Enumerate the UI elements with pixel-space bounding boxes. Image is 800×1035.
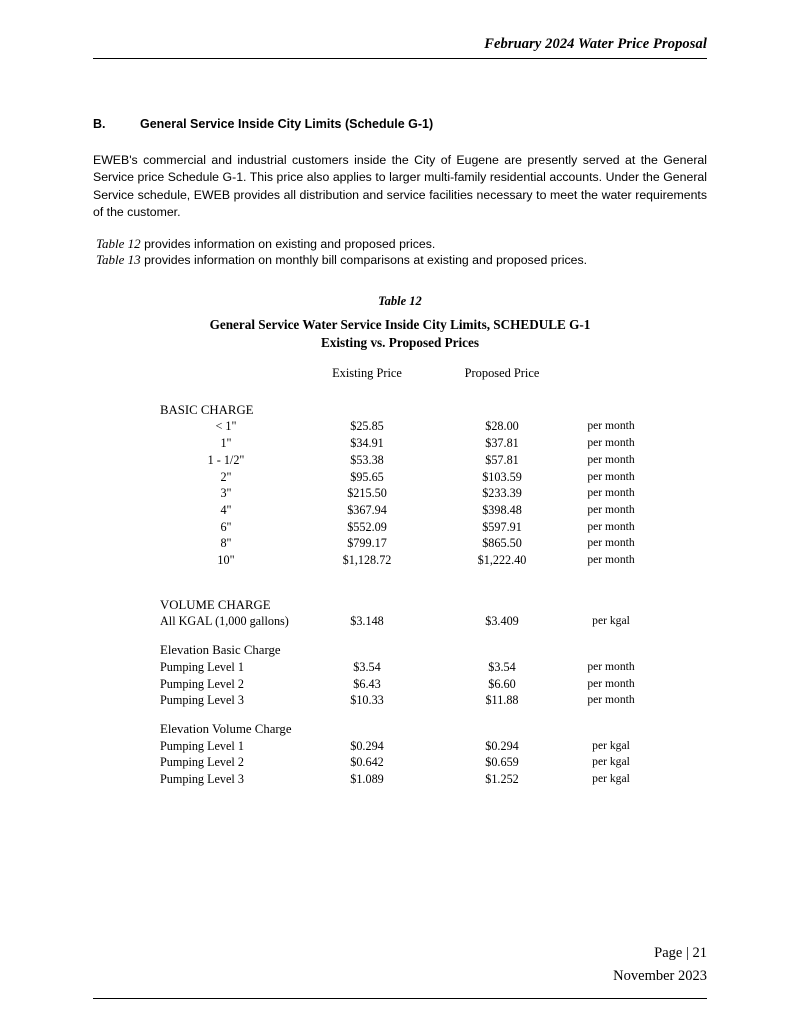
table-row <box>150 502 650 519</box>
footer-page-number: Page | 21 <box>654 945 707 961</box>
table-group-heading: BASIC CHARGE <box>160 402 254 417</box>
table-row <box>150 676 650 693</box>
row-unit: per month <box>587 553 635 567</box>
row-proposed-price: $57.81 <box>485 452 519 467</box>
row-label: 3" <box>220 486 232 501</box>
table-row <box>150 519 650 536</box>
row-label: Pumping Level 1 <box>160 659 244 674</box>
section-heading: General Service Inside City Limits (Schedule G-1) <box>140 117 434 131</box>
table-caption-line-2: Existing vs. Proposed Prices <box>320 335 479 350</box>
row-unit: per month <box>587 486 635 500</box>
header-divider <box>93 58 707 59</box>
table-row <box>150 771 650 788</box>
table-row <box>150 659 650 676</box>
row-label: 2" <box>220 469 232 484</box>
row-existing-price: $1,128.72 <box>342 553 392 568</box>
table-13-note <box>96 251 710 269</box>
table-header-row <box>150 365 650 402</box>
rates-table <box>150 365 650 788</box>
row-existing-price: $34.91 <box>350 436 384 451</box>
row-label: < 1" <box>215 419 237 434</box>
row-label: 1" <box>220 436 232 451</box>
table-row <box>150 435 650 452</box>
row-existing-price: $367.94 <box>347 502 387 517</box>
row-proposed-price: $233.39 <box>482 486 522 501</box>
header-proposed-price: Proposed Price <box>464 366 540 380</box>
row-unit: per month <box>587 676 635 690</box>
spacer-cell <box>150 569 650 597</box>
row-existing-price: $0.642 <box>350 755 384 770</box>
row-label: Pumping Level 1 <box>160 738 244 753</box>
row-label: Pumping Level 3 <box>160 772 244 787</box>
row-unit: per month <box>587 502 635 516</box>
row-proposed-price: $103.59 <box>482 469 522 484</box>
row-label: Pumping Level 2 <box>160 755 244 770</box>
table-group-heading-row <box>150 597 650 614</box>
row-proposed-price: $3.54 <box>488 659 516 674</box>
table-13-note-text: provides information on monthly bill comparisons at existing and proposed prices. <box>140 253 588 267</box>
table-row <box>150 738 650 755</box>
row-unit: per month <box>587 536 635 550</box>
table-group-heading: VOLUME CHARGE <box>160 597 271 612</box>
table-group-heading: Elevation Volume Charge <box>160 721 292 736</box>
row-unit: per month <box>587 419 635 433</box>
table-caption-number: Table 12 <box>378 294 422 308</box>
table-group-heading: Elevation Basic Charge <box>160 643 281 658</box>
row-label: 8" <box>220 536 232 551</box>
section-letter: B. <box>93 117 106 131</box>
row-unit: per month <box>587 452 635 466</box>
section-paragraph: EWEB's commercial and industrial customers inside the City of Eugene are presently served at the General Service price Schedule G-1. This price also applies to larger multi-family residential accounts. Under the General Service schedule, EWEB provides all distribution and service facilities necessary to meet the water requirements of the customer. <box>93 153 707 220</box>
table-group-spacer <box>150 630 650 642</box>
header-blank <box>150 365 302 402</box>
table-caption-line-1: General Service Water Service Inside City Limits, SCHEDULE G-1 <box>209 317 591 332</box>
row-existing-price: $552.09 <box>347 519 387 534</box>
row-proposed-price: $6.60 <box>488 676 516 691</box>
row-existing-price: $6.43 <box>353 676 381 691</box>
table-row <box>150 754 650 771</box>
rates-table-body <box>150 402 650 788</box>
table-row <box>150 469 650 486</box>
row-proposed-price: $11.88 <box>485 693 519 708</box>
row-unit: per month <box>587 519 635 533</box>
table-12-reference: Table 12 <box>96 236 141 251</box>
row-proposed-price: $865.50 <box>482 536 522 551</box>
row-proposed-price: $28.00 <box>485 419 519 434</box>
row-proposed-price: $398.48 <box>482 502 522 517</box>
row-existing-price: $0.294 <box>350 738 384 753</box>
row-existing-price: $53.38 <box>350 452 384 467</box>
row-existing-price: $215.50 <box>347 486 387 501</box>
row-proposed-price: $597.91 <box>482 519 522 534</box>
table-group-spacer <box>150 569 650 597</box>
table-row <box>150 535 650 552</box>
spacer-cell <box>150 709 650 721</box>
table-12-note-text: provides information on existing and proposed prices. <box>140 237 436 251</box>
row-existing-price: $799.17 <box>347 536 387 551</box>
row-label: 4" <box>220 502 232 517</box>
table-row <box>150 485 650 502</box>
table-group-spacer <box>150 709 650 721</box>
table-group-heading-row <box>150 402 650 419</box>
table-row <box>150 418 650 435</box>
row-existing-price: $10.33 <box>350 693 384 708</box>
table-group-heading-row <box>150 721 650 738</box>
row-label: 10" <box>217 553 235 568</box>
row-proposed-price: $0.294 <box>485 738 519 753</box>
row-label: Pumping Level 3 <box>160 693 244 708</box>
row-existing-price: $3.148 <box>350 614 384 629</box>
row-unit: per kgal <box>592 614 630 628</box>
row-proposed-price: $0.659 <box>485 755 519 770</box>
table-row <box>150 452 650 469</box>
row-existing-price: $1.089 <box>350 772 384 787</box>
row-label: 1 - 1/2" <box>207 452 245 467</box>
row-unit: per month <box>587 436 635 450</box>
rates-table-header <box>150 365 650 402</box>
row-label: Pumping Level 2 <box>160 676 244 691</box>
row-unit: per month <box>587 693 635 707</box>
row-proposed-price: $1.252 <box>485 772 519 787</box>
table-group-heading-row <box>150 642 650 659</box>
row-proposed-price: $3.409 <box>485 614 519 629</box>
row-existing-price: $95.65 <box>350 469 384 484</box>
row-label: All KGAL (1,000 gallons) <box>160 614 289 629</box>
footer-divider <box>93 998 707 999</box>
row-unit: per month <box>587 469 635 483</box>
row-unit: per kgal <box>592 738 630 752</box>
table-row <box>150 552 650 569</box>
header-existing-price: Existing Price <box>332 366 402 380</box>
row-unit: per month <box>587 659 635 673</box>
row-proposed-price: $1,222.40 <box>477 553 527 568</box>
row-label: 6" <box>220 519 232 534</box>
table-row <box>150 692 650 709</box>
table-row <box>150 613 650 630</box>
row-unit: per kgal <box>592 755 630 769</box>
table-13-reference: Table 13 <box>96 252 141 267</box>
footer-date: November 2023 <box>613 968 707 984</box>
row-existing-price: $25.85 <box>350 419 384 434</box>
page-header-title: February 2024 Water Price Proposal <box>484 36 707 52</box>
row-proposed-price: $37.81 <box>485 436 519 451</box>
header-unit <box>572 365 650 402</box>
row-existing-price: $3.54 <box>353 659 381 674</box>
spacer-cell <box>150 630 650 642</box>
row-unit: per kgal <box>592 772 630 786</box>
